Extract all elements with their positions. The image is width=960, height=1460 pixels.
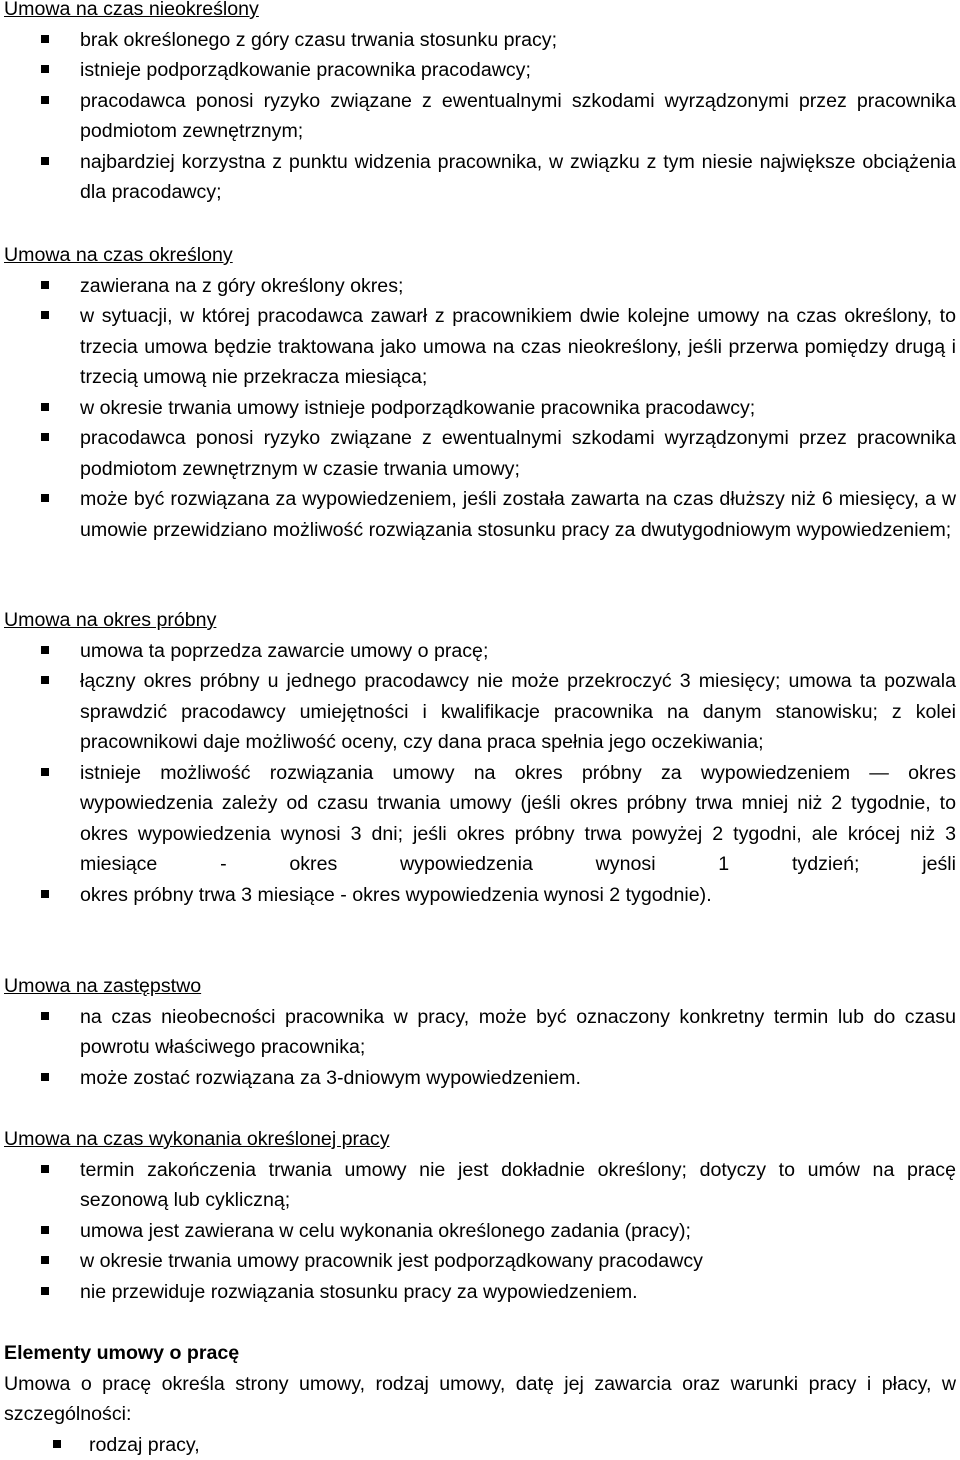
paragraph: Umowa o pracę określa strony umowy, rodzaj umowy, datę jej zawarcia oraz warunki pracy i płacy, w szczególności: xyxy=(4,1372,956,1425)
square-bullet-icon xyxy=(41,676,49,684)
list-item xyxy=(4,758,956,880)
list-item-text: może zostać rozwiązana za 3-dniowym wypowiedzeniem. xyxy=(80,1066,581,1089)
list-item-text: pracodawca ponosi ryzyko związane z ewentualnymi szkodami wyrządzonymi przez pracownika podmiotom zewnętrznym; xyxy=(80,89,956,142)
list-item xyxy=(4,301,956,393)
list-item-text: pracodawca ponosi ryzyko związane z ewentualnymi szkodami wyrządzonymi przez pracownika podmiotom zewnętrznym w czasie trwania umowy; xyxy=(80,427,956,480)
list-item xyxy=(4,1063,956,1094)
section-umowa-na-okres-probny xyxy=(4,605,956,910)
list-item-text: najbardziej korzystna z punktu widzenia pracownika, w związku z tym niesie największe obciążenia dla pracodawcy; xyxy=(80,150,956,203)
list-item-text: na czas nieobecności pracownika w pracy, może być oznaczony konkretny termin lub do czasu powrotu właściwego pracownika; xyxy=(80,1005,956,1058)
section-umowa-na-czas-okreslony xyxy=(4,240,956,545)
list-item xyxy=(4,1002,956,1063)
square-bullet-icon xyxy=(41,1012,49,1020)
square-bullet-icon xyxy=(53,1440,61,1448)
list-item xyxy=(4,1155,956,1216)
square-bullet-icon xyxy=(41,1165,49,1173)
list-item xyxy=(4,86,956,147)
list-item xyxy=(4,393,956,424)
square-bullet-icon xyxy=(41,433,49,441)
list-item xyxy=(4,880,956,911)
bullet-list xyxy=(4,25,956,208)
list-item-text: może być rozwiązana za wypowiedzeniem, jeśli została zawarta na czas dłuższy niż 6 miesięcy, a w umowie przewidziano możliwość rozwiązania stosunku pracy za dwutygodniowym wypowiedzeniem; xyxy=(80,488,956,541)
bullet-list xyxy=(4,1002,956,1094)
section-heading: Umowa na czas wykonania określonej pracy xyxy=(4,1128,390,1150)
list-item-text: w okresie trwania umowy pracownik jest podporządkowany pracodawcy xyxy=(80,1250,703,1272)
square-bullet-icon xyxy=(41,768,49,776)
list-item xyxy=(4,1246,956,1277)
square-bullet-icon xyxy=(41,494,49,502)
section-heading: Umowa na okres próbny xyxy=(4,609,217,631)
section-heading: Umowa na czas nieokreślony xyxy=(4,0,259,20)
list-item-text: istnieje podporządkowanie pracownika pracodawcy; xyxy=(80,59,531,81)
bullet-list xyxy=(4,1430,956,1460)
section-heading: Elementy umowy o pracę xyxy=(4,1342,240,1364)
list-item xyxy=(4,1277,956,1308)
list-item-text: okres próbny trwa 3 miesiące - okres wypowiedzenia wynosi 2 tygodnie). xyxy=(80,883,712,906)
list-item-text: łączny okres próbny u jednego pracodawcy nie może przekroczyć 3 miesięcy; umowa ta pozwala sprawdzić pracodawcy umiejętności i kwalifikacje pracownika na danym stanowisku; z kolei pracownikowi daje możliwość oceny, czy dana praca spełnia jego oczekiwania; xyxy=(80,670,956,753)
square-bullet-icon xyxy=(41,157,49,165)
list-item xyxy=(4,1216,956,1247)
list-item-text: brak określonego z góry czasu trwania stosunku pracy; xyxy=(80,28,558,51)
list-item-text: w sytuacji, w której pracodawca zawarł z pracownikiem dwie kolejne umowy na czas określony, to trzecia umowa będzie traktowana jako umowa na czas nieokreślony, jeśli przerwa pomiędzy drugą i trzecią umową nie przekracza miesiąca; xyxy=(80,305,956,388)
section-umowa-na-zastepstwo xyxy=(4,971,956,1093)
square-bullet-icon xyxy=(41,1256,49,1264)
section-heading: Umowa na czas określony xyxy=(4,244,233,266)
bullet-list xyxy=(4,636,956,911)
square-bullet-icon xyxy=(41,646,49,654)
list-item xyxy=(4,484,956,545)
square-bullet-icon xyxy=(41,96,49,104)
bullet-list xyxy=(4,1155,956,1308)
list-item-text: istnieje możliwość rozwiązania umowy na okres próbny za wypowiedzeniem ― okres wypowiedzenia zależy od czasu trwania umowy (jeśli okres próbny trwa mniej niż 2 tygodnie, to okres wypowiedzenia wynosi 3 dni; jeśli okres próbny trwa powyżej 2 tygodni, ale krócej niż 3 miesiące - okres wypowiedzenia wynosi 1 tydzień; jeśli xyxy=(80,761,956,875)
square-bullet-icon xyxy=(41,35,49,43)
section-heading: Umowa na zastępstwo xyxy=(4,975,202,997)
square-bullet-icon xyxy=(41,1226,49,1234)
list-item-text: rodzaj pracy, xyxy=(89,1433,200,1456)
square-bullet-icon xyxy=(41,65,49,73)
square-bullet-icon xyxy=(41,281,49,289)
list-item xyxy=(4,25,956,56)
bullet-list xyxy=(4,271,956,546)
list-item xyxy=(4,1430,956,1460)
square-bullet-icon xyxy=(41,403,49,411)
list-item xyxy=(4,147,956,208)
section-umowa-na-czas-nieokreslony xyxy=(4,0,956,208)
square-bullet-icon xyxy=(41,890,49,898)
square-bullet-icon xyxy=(41,1287,49,1295)
list-item-text: umowa ta poprzedza zawarcie umowy o pracę; xyxy=(80,639,489,662)
list-item xyxy=(4,636,956,667)
list-item-text: nie przewiduje rozwiązania stosunku pracy za wypowiedzeniem. xyxy=(80,1280,638,1303)
list-item-text: termin zakończenia trwania umowy nie jest dokładnie określony; dotyczy to umów na pracę sezonową lub cykliczną; xyxy=(80,1158,956,1211)
square-bullet-icon xyxy=(41,1073,49,1081)
section-elementy-umowy xyxy=(4,1338,956,1460)
square-bullet-icon xyxy=(41,311,49,319)
list-item-text: w okresie trwania umowy istnieje podporządkowanie pracownika pracodawcy; xyxy=(80,396,756,419)
list-item xyxy=(4,271,956,302)
list-item xyxy=(4,423,956,484)
list-item-text: zawierana na z góry określony okres; xyxy=(80,274,404,297)
list-item-text: umowa jest zawierana w celu wykonania określonego zadania (pracy); xyxy=(80,1219,691,1242)
section-umowa-na-czas-wykonania xyxy=(4,1124,956,1307)
list-item xyxy=(4,55,956,86)
list-item xyxy=(4,666,956,758)
